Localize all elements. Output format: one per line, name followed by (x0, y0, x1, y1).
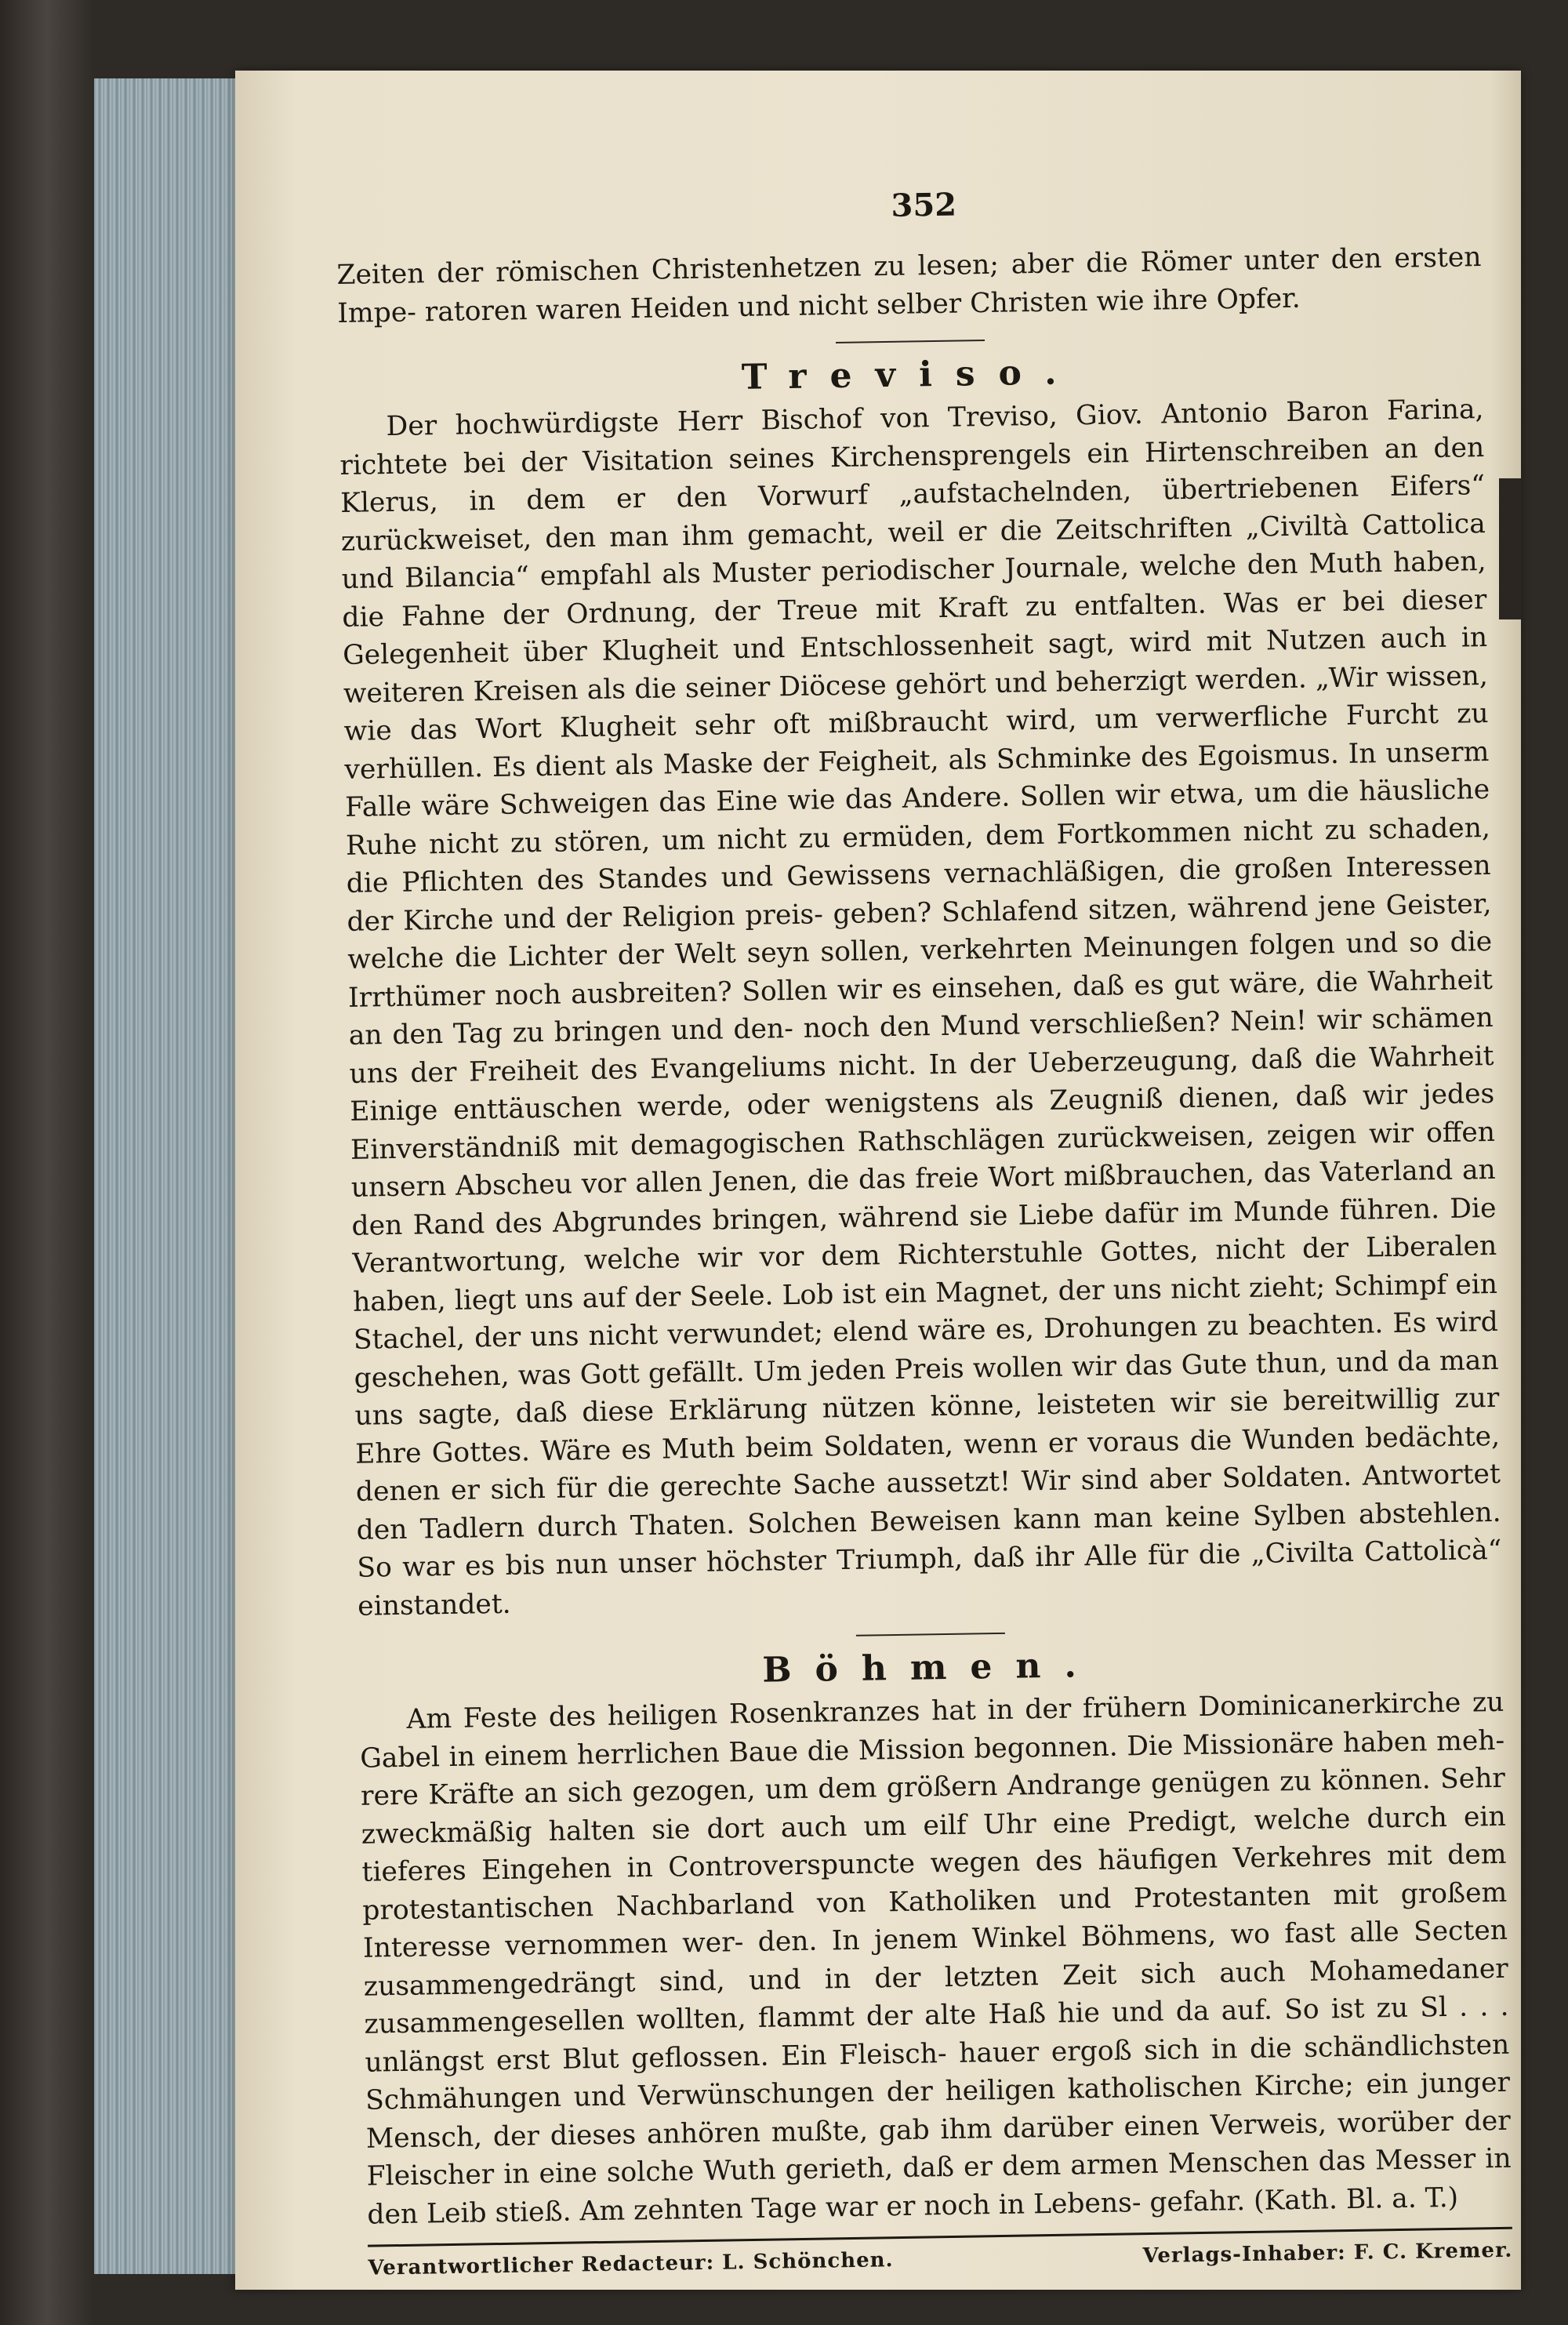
treviso-paragraph: Der hochwürdigste Herr Bischof von Treviso, Giov. Antonio Baron Farina, richtete bei der Visitation seines Kirchensprengels ein Hirtenschreiben an den Klerus, in dem er den Vorwurf „aufstachelnden, übertriebenen Eifers“ zurückweiset, den man ihm gemacht, weil er die Zeitschriften „Civiltà Cattolica und Bilancia“ empfahl als Muster periodischer Journale, welche den Muth haben, die Fahne der Ordnung, der Treue mit Kraft zu entfalten. Was er bei dieser Gelegenheit über Klugheit und Entschlossenheit sagt, wird mit Nutzen auch in weiteren Kreisen als die seiner Diöcese gehört und beherzigt werden. „Wir wissen, wie das Wort Klugheit sehr oft mißbraucht wird, um verwerfliche Furcht zu verhüllen. Es dient als Maske der Feigheit, als Schminke des Egoismus. In unserm Falle wäre Schweigen das Eine wie das Andere. Sollen wir etwa, um die häusliche Ruhe nicht zu stören, um nicht zu ermüden, dem Fortkommen nicht zu schaden, die Pflichten des Standes und Gewissens vernachläßigen, die großen Interessen der Kirche und der Religion preis- geben? Schlafend sitzen, während jene Geister, welche die Lichter der Welt seyn sollen, verkehrten Meinungen folgen und so die Irrthümer noch ausbreiten? Sollen wir es einsehen, daß es gut wäre, die Wahrheit an den Tag zu bringen und den- noch den Mund verschließen? Nein! wir schämen uns der Freiheit des Evangeliums nicht. In der Ueberzeugung, daß die Wahrheit Einige enttäuschen werde, oder wenigstens als Zeugniß dienen, daß wir jedes Einverständniß mit demagogischen Rathschlägen zurückweisen, zeigen wir offen unsern Abscheu vor allen Jenen, die das freie Wort mißbrauchen, das Vaterland an den Rand des Abgrundes bringen, während sie Liebe dafür im Munde führen. Die Verantwortung, welche wir vor dem Richterstuhle Gottes, nicht der Liberalen haben, liegt uns auf der Seele. Lob ist ein Magnet, der uns nicht zieht; Schimpf ein Stachel, der uns nicht verwundet; elend wäre es, Drohungen zu beachten. Es wird geschehen, was Gott gefällt. Um jeden Preis wollen wir das Gute thun, und da man uns sagte, daß diese Erklärung nützen könne, leisteten wir sie bereitwillig zur Ehre Gottes. Wäre es Muth beim Soldaten, wenn er voraus die Wunden bedächte, denen er sich für die gerechte Sache aussetzt! Wir sind aber Soldaten. Antwortet den Tadlern durch Thaten. Solchen Beweisen kann man keine Sylben abstehlen. So war es bis nun unser höchster Triumph, daß ihr Alle für die „Civilta Cattolicà“ einstandet. (339, 394, 1502, 1622)
imprint-footer (368, 2239, 1512, 2280)
section-heading-boehmen: Böhmen. (761, 1644, 1101, 1691)
section-divider (856, 1633, 1005, 1637)
page-number: 352 (891, 186, 957, 224)
section-heading-treviso: Treviso. (741, 352, 1080, 398)
book-page (235, 71, 1521, 2290)
continuation-paragraph: Zeiten der römischen Christenhetzen zu lesen; aber die Römer unter den ersten Impe- ratoren waren Heiden und nicht selber Christen wie ihre Opfer. (336, 242, 1482, 329)
page-edge-shadow (1499, 478, 1521, 619)
boehmen-paragraph: Am Feste des heiligen Rosenkranzes hat in der frühern Dominicanerkirche zu Gabel in einem herrlichen Baue die Mission begonnen. Die Missionäre haben meh- rere Kräfte an sich gezogen, um dem größern Andrange genügen zu können. Sehr zweckmäßig halten sie dort auch um eilf Uhr eine Predigt, welche durch ein tieferes Eingehen in Controverspuncte wegen des häufigen Verkehres mit dem protestantischen Nachbarland von Katholiken und Protestanten mit großem Interesse vernommen wer- den. In jenem Winkel Böhmens, wo fast alle Secten zusammengedrängt sind, und in der letzten Zeit sich auch Mohamedaner zusammengesellen wollten, flammt der alte Haß hie und da auf. So ist zu Sl . . . unlängst erst Blut geflossen. Ein Fleisch- hauer ergoß sich in die schändlichsten Schmähungen und Verwünschungen der heiligen katholischen Kirche; ein junger Mensch, der dieses anhören mußte, gab ihm darüber einen Verweis, worüber der Fleischer in eine solche Wuth gerieth, daß er dem armen Menschen das Messer in den Leib stieß. Am zehnten Tage war er noch in Lebens- gefahr. (Kath. Bl. a. T.) (359, 1686, 1512, 2231)
page-content (336, 178, 1513, 2280)
publisher-credit: Verlags-Inhaber: F. C. Kremer. (1142, 2238, 1513, 2269)
editor-credit: Verantwortlicher Redacteur: L. Schönchen. (368, 2248, 894, 2280)
section-divider (836, 340, 985, 343)
book-spine (94, 78, 243, 2274)
